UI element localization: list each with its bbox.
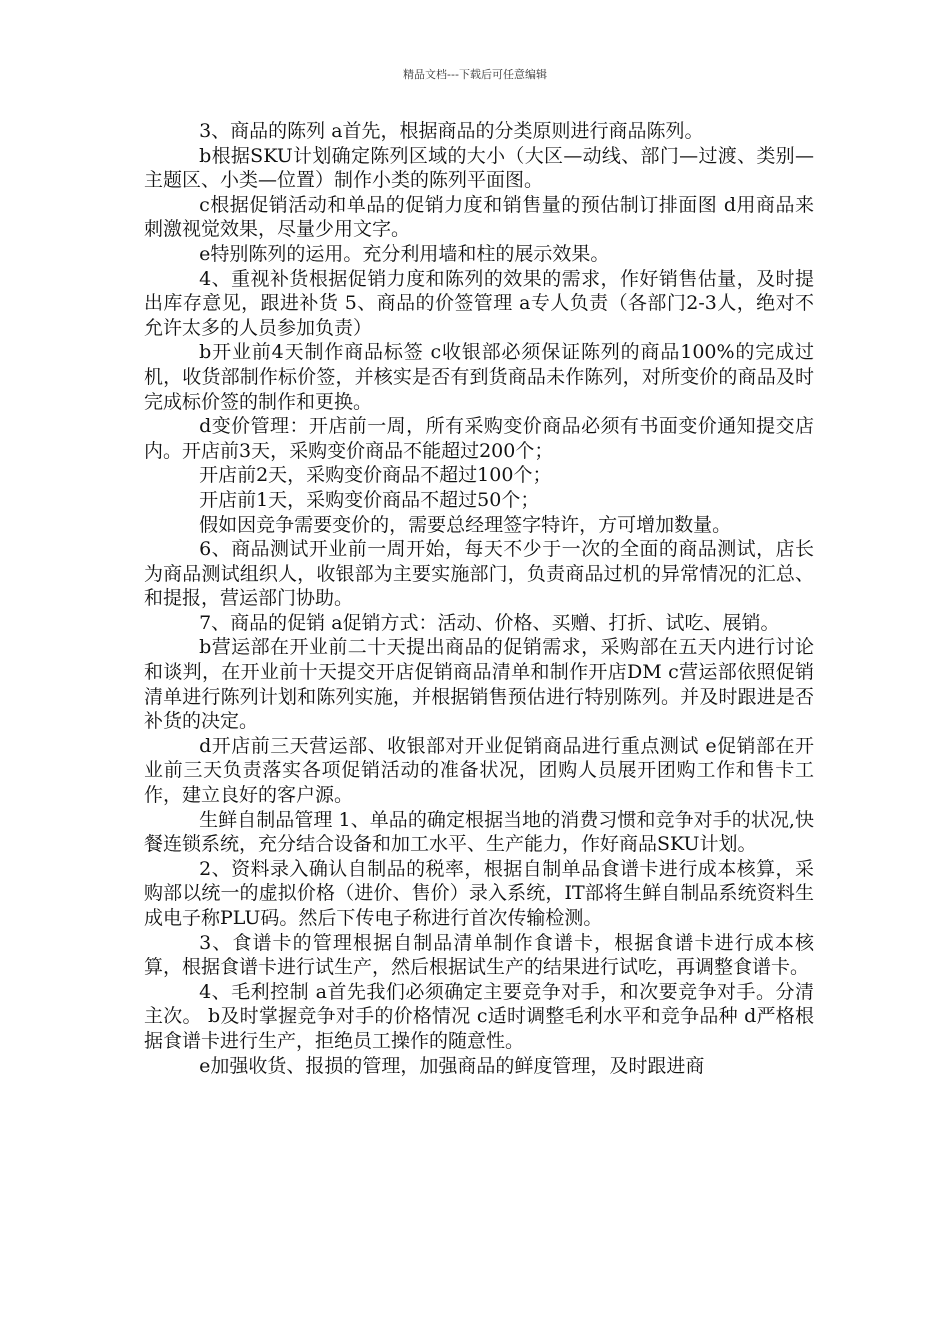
paragraph: d变价管理：开店前一周，所有采购变价商品必须有书面变价通知提交店内。开店前3天，采购变价商品不能超过200个； <box>144 415 814 462</box>
paragraph: 假如因竞争需要变价的，需要总经理签字特许，方可增加数量。 <box>199 513 732 536</box>
paragraph: 开店前2天，采购变价商品不超过100个； <box>199 464 552 487</box>
paragraph: 生鲜自制品管理 1、单品的确定根据当地的消费习惯和竞争对手的状况,快餐连锁系统，充分结合设备和加工水平、生产能力，作好商品SKU计划。 <box>144 808 814 856</box>
page-header: 精品文档---下载后可任意编辑 <box>403 68 547 81</box>
paragraph: 开店前1天，采购变价商品不超过50个； <box>199 488 540 511</box>
paragraph: c根据促销活动和单品的促销力度和销售量的预估制订排面图 d用商品来刺激视觉效果，尽量少用文字。 <box>144 193 814 241</box>
document-body <box>144 119 814 1078</box>
paragraph: 6、商品测试开业前一周开始，每天不少于一次的全面的商品测试，店长为商品测试组织人，收银部为主要实施部门，负责商品过机的异常情况的汇总、和提报，营运部门协助。 <box>144 538 814 610</box>
paragraph: 2、资料录入确认自制品的税率，根据自制单品食谱卡进行成本核算，采购部以统一的虚拟价格（进价、售价）录入系统，IT部将生鲜自制品系统资料生成电子称PLU码。然后下传电子称进行首次传输检测。 <box>144 857 814 929</box>
paragraph: e加强收货、报损的管理，加强商品的鲜度管理，及时跟进商 <box>199 1054 705 1077</box>
paragraph: 3、商品的陈列 a首先，根据商品的分类原则进行商品陈列。 <box>199 120 704 142</box>
paragraph: b根据SKU计划确定陈列区域的大小（大区—动线、部门—过渡、类别—主题区、小类—位置）制作小类的陈列平面图。 <box>144 144 814 192</box>
paragraph: 7、商品的促销 a促销方式：活动、价格、买赠、打折、试吃、展销。 <box>199 611 780 634</box>
paragraph: b开业前4天制作商品标签 c收银部必须保证陈列的商品100%的完成过机，收货部制作标价签，并核实是否有到货商品未作陈列，对所变价的商品及时完成标价签的制作和更换。 <box>144 341 814 413</box>
paragraph: d开店前三天营运部、收银部对开业促销商品进行重点测试 e促销部在开业前三天负责落实各项促销活动的准备状况，团购人员展开团购工作和售卡工作，建立良好的客户源。 <box>144 734 814 807</box>
paragraph: e特别陈列的运用。充分利用墙和柱的展示效果。 <box>199 242 610 265</box>
paragraph: b营运部在开业前二十天提出商品的促销需求，采购部在五天内进行讨论和谈判，在开业前十天提交开店促销商品清单和制作开店DM c营运部依照促销清单进行陈列计划和陈列实施，并根据销售预估进行特别陈列。并及时跟进是否补货的决定。 <box>144 636 814 733</box>
paragraph: 4、毛利控制 a首先我们必须确定主要竞争对手，和次要竞争对手。分清主次。 b及时掌握竞争对手的价格情况 c适时调整毛利水平和竞争品种 d严格根据食谱卡进行生产，拒绝员工操作的随意性。 <box>144 980 814 1052</box>
paragraph: 4、重视补货根据促销力度和陈列的效果的需求，作好销售估量，及时提出库存意见，跟进补货 5、商品的价签管理 a专人负责（各部门2-3人，绝对不允许太多的人员参加负责） <box>144 267 814 339</box>
paragraph: 3、食谱卡的管理根据自制品清单制作食谱卡，根据食谱卡进行成本核算，根据食谱卡进行试生产，然后根据试生产的结果进行试吃，再调整食谱卡。 <box>144 931 814 979</box>
